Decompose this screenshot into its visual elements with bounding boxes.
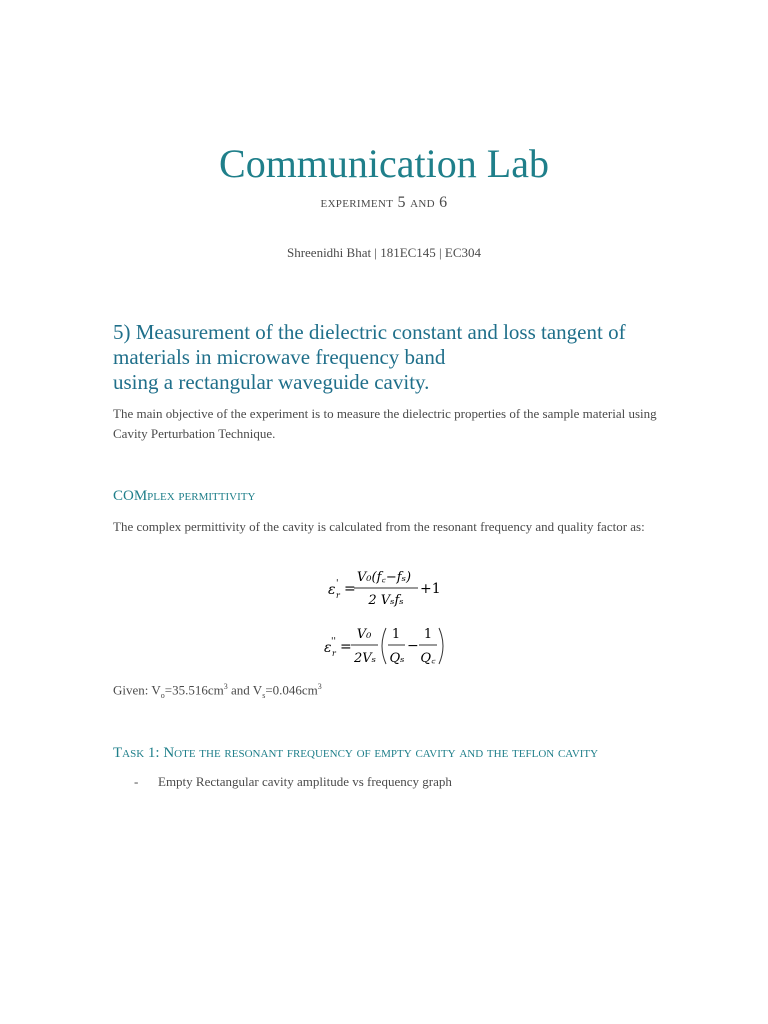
- given-v0-unit-sup: 3: [223, 682, 228, 691]
- list-item-text: Empty Rectangular cavity amplitude vs frequency graph: [158, 774, 452, 789]
- author-line: Shreenidhi Bhat | 181EC145 | EC304: [286, 245, 482, 260]
- eq1-equals: =: [344, 581, 356, 597]
- equation-imaginary-permittivity: [320, 620, 450, 672]
- eq2-left-paren: [382, 628, 386, 664]
- given-v0-subscript: o: [160, 690, 165, 700]
- eq1-epsilon-sup: ': [336, 579, 339, 589]
- given-values: [113, 682, 322, 700]
- task-1-heading: Task 1: Note the resonant frequency of empty cavity and the teflon cavity: [113, 745, 599, 761]
- eq1-denominator: 2 Vₛfₛ: [368, 593, 404, 608]
- list-bullet-dash: -: [134, 774, 139, 789]
- list-item: [134, 774, 452, 790]
- eq2-term1-denominator: Qₛ: [389, 651, 405, 666]
- eq1-tail: +1: [420, 581, 441, 597]
- eq2-term2-denominator: Q꜀: [420, 651, 436, 666]
- section-5-heading-line2: materials in microwave frequency band: [113, 345, 446, 369]
- eq1-epsilon-sub: r: [336, 591, 340, 600]
- section-5-heading-line3: using a rectangular waveguide cavity.: [113, 370, 430, 394]
- given-vs-subscript: s: [262, 690, 266, 700]
- eq2-coef-numerator: V₀: [356, 627, 372, 642]
- eq2-epsilon: ε: [324, 640, 332, 656]
- given-vs-value: =0.046cm: [265, 682, 318, 698]
- eq2-right-paren: [439, 628, 443, 664]
- eq2-epsilon-sup: '': [331, 637, 336, 647]
- eq2-term1-numerator: 1: [391, 627, 401, 642]
- document-title: Communication Lab: [219, 141, 549, 186]
- complex-permittivity-heading: COMplex permittivity: [113, 488, 256, 504]
- eq2-equals: =: [340, 639, 352, 655]
- given-vs-unit-sup: 3: [317, 682, 322, 691]
- eq2-minus: −: [407, 638, 419, 654]
- permittivity-intro-paragraph: The complex permittivity of the cavity is calculated from the resonant frequency and quality factor as:: [113, 519, 645, 534]
- eq2-term2-numerator: 1: [423, 627, 433, 642]
- given-prefix: Given: V: [113, 682, 161, 698]
- section-5-heading-line1: 5) Measurement of the dielectric constant and loss tangent of: [113, 320, 626, 344]
- document-subtitle: experiment 5 and 6: [320, 194, 448, 211]
- given-and: and V: [227, 682, 263, 698]
- given-v0-value: =35.516cm: [164, 682, 224, 698]
- eq2-epsilon-sub: r: [332, 649, 336, 658]
- equation-real-permittivity: [320, 562, 450, 612]
- eq2-coef-denominator: 2Vₛ: [353, 651, 377, 666]
- eq1-numerator: V₀(f꜀−fₛ): [356, 570, 412, 585]
- section-5-heading: [113, 320, 673, 395]
- eq1-epsilon: ε: [328, 582, 336, 598]
- objective-paragraph: The main objective of the experiment is to measure the dielectric properties of the sample material using Cavity Perturbation Technique.: [113, 406, 657, 441]
